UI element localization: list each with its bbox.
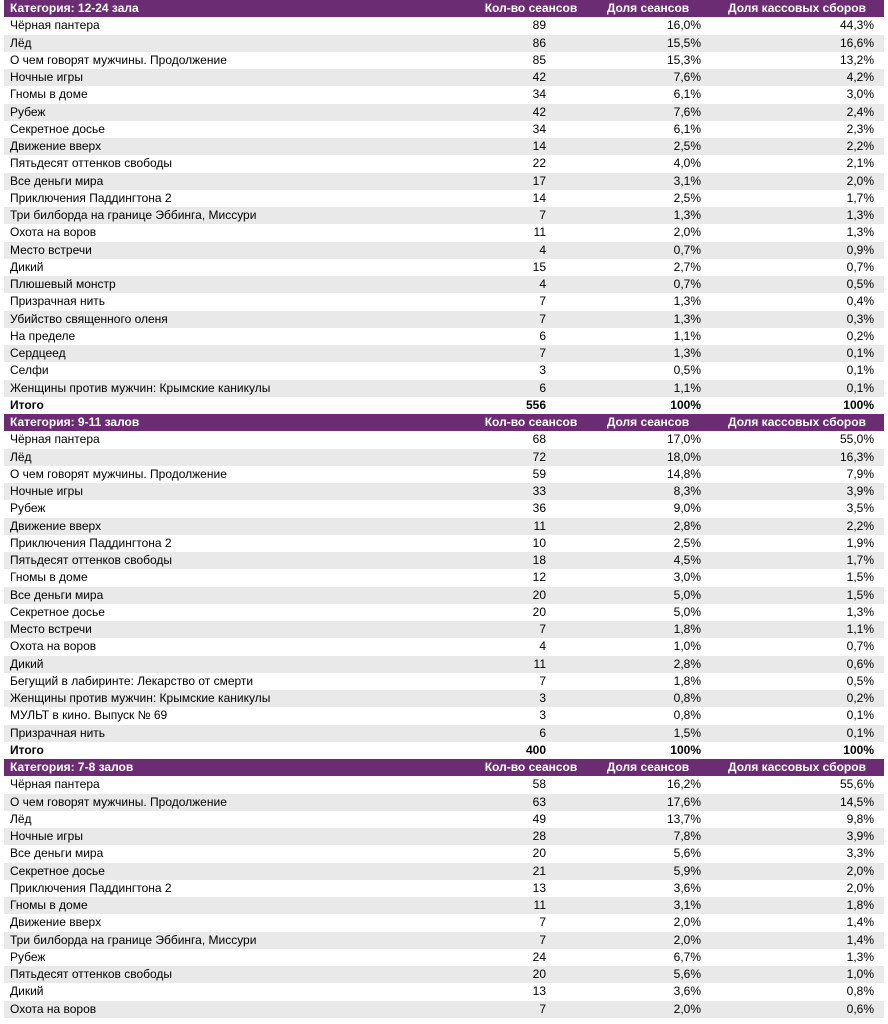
sessions-count: 3 xyxy=(476,690,586,707)
sessions-count: 6 xyxy=(476,380,586,397)
sessions-count: 21 xyxy=(476,863,586,880)
table-row xyxy=(4,138,884,155)
film-title: Пятьдесят оттенков свободы xyxy=(10,156,173,171)
film-title: Три билборда на границе Эббинга, Миссури xyxy=(4,932,476,949)
film-title: Охота на воров xyxy=(10,639,97,654)
film-title: Гномы в доме xyxy=(4,897,476,914)
session-share: 7,6% xyxy=(586,69,710,86)
total-row xyxy=(4,397,884,414)
sessions-count: 11 xyxy=(476,518,586,535)
total-session-share: 100% xyxy=(670,742,701,757)
sessions-count: 20 xyxy=(476,587,586,604)
sessions-count: 7 xyxy=(476,311,586,328)
sessions-count: 7 xyxy=(539,294,546,309)
table-row xyxy=(4,535,884,552)
boxoffice-share: 1,3% xyxy=(710,207,884,224)
boxoffice-share: 0,2% xyxy=(846,328,874,343)
table-row xyxy=(4,914,884,931)
sessions-count: 49 xyxy=(532,811,546,826)
sessions-count: 59 xyxy=(532,466,546,481)
film-title: Все деньги мира xyxy=(4,173,476,190)
table-row xyxy=(4,725,884,742)
session-share: 16,0% xyxy=(666,18,701,33)
film-title: Пятьдесят оттенков свободы xyxy=(4,966,476,983)
sessions-table xyxy=(4,0,884,1018)
film-title: Лёд xyxy=(4,449,476,466)
film-title: Лёд xyxy=(10,811,32,826)
film-title: Секретное досье xyxy=(10,121,105,136)
table-row xyxy=(4,811,884,828)
table-row xyxy=(4,17,884,34)
film-title: Дикий xyxy=(10,984,44,999)
film-title: Чёрная пантера xyxy=(10,432,100,447)
session-share: 4,5% xyxy=(586,552,710,569)
column-boxoffice-share-header: Доля кассовых сборов xyxy=(710,759,884,776)
category-title: Категория: 12-24 зала xyxy=(4,0,476,17)
session-share: 3,6% xyxy=(673,880,701,895)
session-share: 17,0% xyxy=(666,432,701,447)
table-row xyxy=(4,276,884,293)
boxoffice-share: 4,2% xyxy=(710,69,884,86)
boxoffice-share: 0,5% xyxy=(710,276,884,293)
session-share: 2,7% xyxy=(673,259,701,274)
table-row xyxy=(4,466,884,483)
total-row xyxy=(4,742,884,759)
total-session-share: 100% xyxy=(670,397,701,412)
table-row xyxy=(4,52,884,69)
session-share: 0,8% xyxy=(586,690,710,707)
boxoffice-share: 1,7% xyxy=(710,552,884,569)
boxoffice-share: 0,7% xyxy=(846,639,874,654)
film-title: Приключения Паддингтона 2 xyxy=(10,880,172,895)
table-row xyxy=(4,345,884,362)
film-title: На пределе xyxy=(10,328,76,343)
boxoffice-share: 7,9% xyxy=(846,466,874,481)
boxoffice-share: 0,4% xyxy=(846,294,874,309)
table-row xyxy=(4,983,884,1000)
session-share: 6,1% xyxy=(673,121,701,136)
sessions-count: 7 xyxy=(539,673,546,688)
session-share: 16,2% xyxy=(666,777,701,792)
table-row xyxy=(4,328,884,345)
table-row xyxy=(4,173,884,190)
table-row xyxy=(4,518,884,535)
sessions-count: 85 xyxy=(532,52,546,67)
column-session-share-header: Доля сеансов xyxy=(586,414,710,431)
boxoffice-share: 0,9% xyxy=(710,242,884,259)
sessions-count: 11 xyxy=(476,656,586,673)
session-share: 1,8% xyxy=(673,673,701,688)
sessions-count: 36 xyxy=(532,501,546,516)
table-row xyxy=(4,190,884,207)
column-boxoffice-share-header: Доля кассовых сборов xyxy=(710,0,884,17)
session-share: 3,6% xyxy=(673,984,701,999)
sessions-count: 11 xyxy=(476,897,586,914)
film-title: МУЛЬТ в кино. Выпуск № 69 xyxy=(10,708,168,723)
sessions-count: 22 xyxy=(532,156,546,171)
boxoffice-share: 2,0% xyxy=(846,880,874,895)
table-row xyxy=(4,794,884,811)
table-row xyxy=(4,121,884,138)
boxoffice-share: 1,3% xyxy=(846,225,874,240)
boxoffice-share: 2,4% xyxy=(710,104,884,121)
table-row xyxy=(4,707,884,724)
boxoffice-share: 1,7% xyxy=(846,190,874,205)
session-share: 1,8% xyxy=(586,621,710,638)
table-row xyxy=(4,380,884,397)
table-row xyxy=(4,104,884,121)
column-sessions-header: Кол-во сеансов xyxy=(476,0,586,17)
film-title: Селфи xyxy=(10,363,49,378)
table-row xyxy=(4,604,884,621)
session-share: 1,3% xyxy=(673,294,701,309)
session-share: 7,8% xyxy=(586,828,710,845)
film-title: Рубеж xyxy=(4,104,476,121)
table-row xyxy=(4,845,884,862)
sessions-count: 4 xyxy=(476,242,586,259)
session-share: 5,9% xyxy=(586,863,710,880)
boxoffice-share: 2,3% xyxy=(846,121,874,136)
sessions-count: 12 xyxy=(532,570,546,585)
total-sessions: 556 xyxy=(525,397,546,412)
sessions-count: 10 xyxy=(532,535,546,550)
sessions-count: 13 xyxy=(532,880,546,895)
session-share: 8,3% xyxy=(586,483,710,500)
boxoffice-share: 2,1% xyxy=(846,156,874,171)
sessions-count: 14 xyxy=(532,190,546,205)
session-share: 2,0% xyxy=(586,1001,710,1018)
boxoffice-share: 2,2% xyxy=(710,138,884,155)
film-title: Гномы в доме xyxy=(10,87,88,102)
session-share: 0,5% xyxy=(673,363,701,378)
film-title: О чем говорят мужчины. Продолжение xyxy=(10,466,227,481)
session-share: 2,0% xyxy=(586,932,710,949)
film-title: Рубеж xyxy=(10,949,46,964)
film-title: Чёрная пантера xyxy=(10,18,100,33)
total-label: Итого xyxy=(10,742,44,757)
table-row xyxy=(4,673,884,690)
film-title: Плюшевый монстр xyxy=(4,276,476,293)
session-share: 0,7% xyxy=(586,276,710,293)
boxoffice-share: 0,1% xyxy=(846,363,874,378)
boxoffice-share: 3,9% xyxy=(710,828,884,845)
table-row xyxy=(4,224,884,241)
sessions-count: 7 xyxy=(476,207,586,224)
sessions-count: 42 xyxy=(476,104,586,121)
session-share: 1,3% xyxy=(586,345,710,362)
category-header-row xyxy=(4,759,884,776)
sessions-count: 14 xyxy=(476,138,586,155)
table-row xyxy=(4,155,884,172)
total-label: Итого xyxy=(10,397,44,412)
film-title: Женщины против мужчин: Крымские каникулы xyxy=(4,690,476,707)
session-share: 13,7% xyxy=(666,811,701,826)
table-row xyxy=(4,776,884,793)
boxoffice-share: 3,3% xyxy=(846,846,874,861)
boxoffice-share: 9,8% xyxy=(846,811,874,826)
film-title: Охота на воров xyxy=(10,225,97,240)
film-title: О чем говорят мужчины. Продолжение xyxy=(10,52,227,67)
film-title: Дикий xyxy=(10,259,44,274)
table-row xyxy=(4,242,884,259)
film-title: Секретное досье xyxy=(10,604,105,619)
boxoffice-share: 13,2% xyxy=(839,52,874,67)
session-share: 1,1% xyxy=(586,380,710,397)
column-sessions-header: Кол-во сеансов xyxy=(476,759,586,776)
session-share: 4,0% xyxy=(673,156,701,171)
boxoffice-share: 1,3% xyxy=(846,949,874,964)
boxoffice-share: 55,0% xyxy=(839,432,874,447)
table-row xyxy=(4,621,884,638)
boxoffice-share: 1,0% xyxy=(710,966,884,983)
table-row xyxy=(4,449,884,466)
table-row xyxy=(4,949,884,966)
film-title: Приключения Паддингтона 2 xyxy=(10,190,172,205)
session-share: 6,1% xyxy=(673,87,701,102)
column-session-share-header: Доля сеансов xyxy=(586,759,710,776)
table-row xyxy=(4,932,884,949)
session-share: 2,5% xyxy=(673,190,701,205)
boxoffice-share: 0,1% xyxy=(710,725,884,742)
film-title: Женщины против мужчин: Крымские каникулы xyxy=(4,380,476,397)
session-share: 18,0% xyxy=(586,449,710,466)
boxoffice-share: 2,2% xyxy=(710,518,884,535)
film-title: Место встречи xyxy=(4,242,476,259)
table-row xyxy=(4,431,884,448)
sessions-count: 3 xyxy=(539,363,546,378)
session-share: 2,5% xyxy=(673,535,701,550)
table-row xyxy=(4,897,884,914)
session-share: 5,6% xyxy=(673,846,701,861)
film-title: Движение вверх xyxy=(4,518,476,535)
session-share: 5,6% xyxy=(586,966,710,983)
total-sessions: 400 xyxy=(525,742,546,757)
boxoffice-share: 3,9% xyxy=(710,483,884,500)
table-row xyxy=(4,880,884,897)
sessions-count: 6 xyxy=(476,725,586,742)
sessions-count: 3 xyxy=(539,708,546,723)
session-share: 2,0% xyxy=(673,915,701,930)
boxoffice-share: 1,8% xyxy=(710,897,884,914)
table-row xyxy=(4,1001,884,1018)
sessions-count: 17 xyxy=(476,173,586,190)
film-title: Рубеж xyxy=(10,501,46,516)
table-row xyxy=(4,35,884,52)
boxoffice-share: 14,5% xyxy=(710,794,884,811)
table-row xyxy=(4,207,884,224)
sessions-count: 24 xyxy=(532,949,546,964)
film-title: Движение вверх xyxy=(4,138,476,155)
table-row xyxy=(4,311,884,328)
film-title: Ночные игры xyxy=(4,828,476,845)
boxoffice-share: 16,3% xyxy=(710,449,884,466)
table-row xyxy=(4,483,884,500)
session-share: 7,6% xyxy=(586,104,710,121)
film-title: Ночные игры xyxy=(4,69,476,86)
film-title: Лёд xyxy=(4,35,476,52)
boxoffice-share: 0,6% xyxy=(710,1001,884,1018)
sessions-count: 34 xyxy=(532,87,546,102)
boxoffice-share: 3,0% xyxy=(846,87,874,102)
table-row xyxy=(4,690,884,707)
film-title: Место встречи xyxy=(4,621,476,638)
sessions-count: 15 xyxy=(532,259,546,274)
table-row xyxy=(4,500,884,517)
table-row xyxy=(4,362,884,379)
film-title: Секретное досье xyxy=(4,863,476,880)
category-title: Категория: 9-11 залов xyxy=(4,414,476,431)
session-share: 9,0% xyxy=(673,501,701,516)
session-share: 15,3% xyxy=(666,52,701,67)
boxoffice-share: 1,4% xyxy=(846,915,874,930)
film-title: Три билборда на границе Эббинга, Миссури xyxy=(4,207,476,224)
sessions-count: 68 xyxy=(532,432,546,447)
session-share: 2,5% xyxy=(586,138,710,155)
table-row xyxy=(4,656,884,673)
boxoffice-share: 0,1% xyxy=(710,345,884,362)
table-row xyxy=(4,569,884,586)
sessions-count: 20 xyxy=(532,846,546,861)
session-share: 3,0% xyxy=(673,570,701,585)
boxoffice-share: 1,3% xyxy=(846,604,874,619)
session-share: 1,3% xyxy=(586,207,710,224)
boxoffice-share: 0,5% xyxy=(846,673,874,688)
boxoffice-share: 0,7% xyxy=(846,259,874,274)
session-share: 14,8% xyxy=(666,466,701,481)
boxoffice-share: 0,1% xyxy=(846,708,874,723)
film-title: Все деньги мира xyxy=(4,587,476,604)
boxoffice-share: 0,2% xyxy=(710,690,884,707)
total-boxoffice-share: 100% xyxy=(843,742,874,757)
session-share: 5,0% xyxy=(673,604,701,619)
session-share: 1,0% xyxy=(673,639,701,654)
session-share: 3,1% xyxy=(586,897,710,914)
boxoffice-share: 0,3% xyxy=(710,311,884,328)
table-row xyxy=(4,552,884,569)
sessions-count: 4 xyxy=(476,276,586,293)
boxoffice-share: 16,6% xyxy=(710,35,884,52)
boxoffice-share: 1,4% xyxy=(710,932,884,949)
sessions-count: 20 xyxy=(532,604,546,619)
film-title: Призрачная нить xyxy=(4,725,476,742)
table-row xyxy=(4,587,884,604)
boxoffice-share: 0,6% xyxy=(710,656,884,673)
session-share: 15,5% xyxy=(586,35,710,52)
sessions-count: 7 xyxy=(476,621,586,638)
sessions-count: 6 xyxy=(539,328,546,343)
film-title: Все деньги мира xyxy=(10,846,104,861)
boxoffice-share: 44,3% xyxy=(839,18,874,33)
sessions-count: 86 xyxy=(476,35,586,52)
table-row xyxy=(4,86,884,103)
sessions-count: 20 xyxy=(476,966,586,983)
table-row xyxy=(4,966,884,983)
session-share: 2,0% xyxy=(673,225,701,240)
session-share: 2,8% xyxy=(586,518,710,535)
sessions-count: 18 xyxy=(476,552,586,569)
boxoffice-share: 1,1% xyxy=(710,621,884,638)
category-title: Категория: 7-8 залов xyxy=(4,759,476,776)
film-title: Убийство священного оленя xyxy=(4,311,476,328)
table-row xyxy=(4,828,884,845)
sessions-count: 7 xyxy=(476,932,586,949)
film-title: Охота на воров xyxy=(4,1001,476,1018)
category-header-row xyxy=(4,414,884,431)
session-share: 1,1% xyxy=(673,328,701,343)
sessions-count: 34 xyxy=(532,121,546,136)
session-share: 0,8% xyxy=(673,708,701,723)
sessions-count: 7 xyxy=(539,915,546,930)
film-title: Движение вверх xyxy=(10,915,102,930)
sessions-count: 11 xyxy=(533,225,546,240)
film-title: Сердцеед xyxy=(4,345,476,362)
session-share: 1,5% xyxy=(586,725,710,742)
box-office-report xyxy=(4,0,884,1018)
sessions-count: 33 xyxy=(476,483,586,500)
film-title: Чёрная пантера xyxy=(10,777,100,792)
film-title: Призрачная нить xyxy=(10,294,106,309)
sessions-count: 58 xyxy=(532,777,546,792)
film-title: Пятьдесят оттенков свободы xyxy=(4,552,476,569)
sessions-count: 89 xyxy=(532,18,546,33)
sessions-count: 72 xyxy=(476,449,586,466)
table-row xyxy=(4,69,884,86)
table-row xyxy=(4,863,884,880)
film-title: Приключения Паддингтона 2 xyxy=(10,535,172,550)
sessions-count: 42 xyxy=(476,69,586,86)
boxoffice-share: 3,5% xyxy=(846,501,874,516)
sessions-count: 13 xyxy=(532,984,546,999)
session-share: 5,0% xyxy=(586,587,710,604)
film-title: Бегущий в лабиринте: Лекарство от смерти xyxy=(10,673,254,688)
table-row xyxy=(4,293,884,310)
sessions-count: 28 xyxy=(476,828,586,845)
boxoffice-share: 0,1% xyxy=(710,380,884,397)
boxoffice-share: 1,9% xyxy=(846,535,874,550)
table-row xyxy=(4,638,884,655)
column-sessions-header: Кол-во сеансов xyxy=(476,414,586,431)
film-title: Гномы в доме xyxy=(10,570,88,585)
session-share: 17,6% xyxy=(586,794,710,811)
session-share: 2,8% xyxy=(586,656,710,673)
film-title: О чем говорят мужчины. Продолжение xyxy=(4,794,476,811)
sessions-count: 4 xyxy=(539,639,546,654)
sessions-count: 7 xyxy=(476,345,586,362)
boxoffice-share: 55,6% xyxy=(839,777,874,792)
film-title: Дикий xyxy=(4,656,476,673)
boxoffice-share: 2,0% xyxy=(710,863,884,880)
column-session-share-header: Доля сеансов xyxy=(586,0,710,17)
session-share: 1,3% xyxy=(586,311,710,328)
session-share: 6,7% xyxy=(673,949,701,964)
session-share: 3,1% xyxy=(586,173,710,190)
boxoffice-share: 1,5% xyxy=(846,570,874,585)
category-header-row xyxy=(4,0,884,17)
total-boxoffice-share: 100% xyxy=(843,397,874,412)
sessions-count: 63 xyxy=(476,794,586,811)
film-title: Ночные игры xyxy=(4,483,476,500)
boxoffice-share: 0,8% xyxy=(846,984,874,999)
table-row xyxy=(4,259,884,276)
session-share: 0,7% xyxy=(586,242,710,259)
sessions-count: 7 xyxy=(476,1001,586,1018)
boxoffice-share: 1,5% xyxy=(710,587,884,604)
column-boxoffice-share-header: Доля кассовых сборов xyxy=(710,414,884,431)
boxoffice-share: 2,0% xyxy=(710,173,884,190)
